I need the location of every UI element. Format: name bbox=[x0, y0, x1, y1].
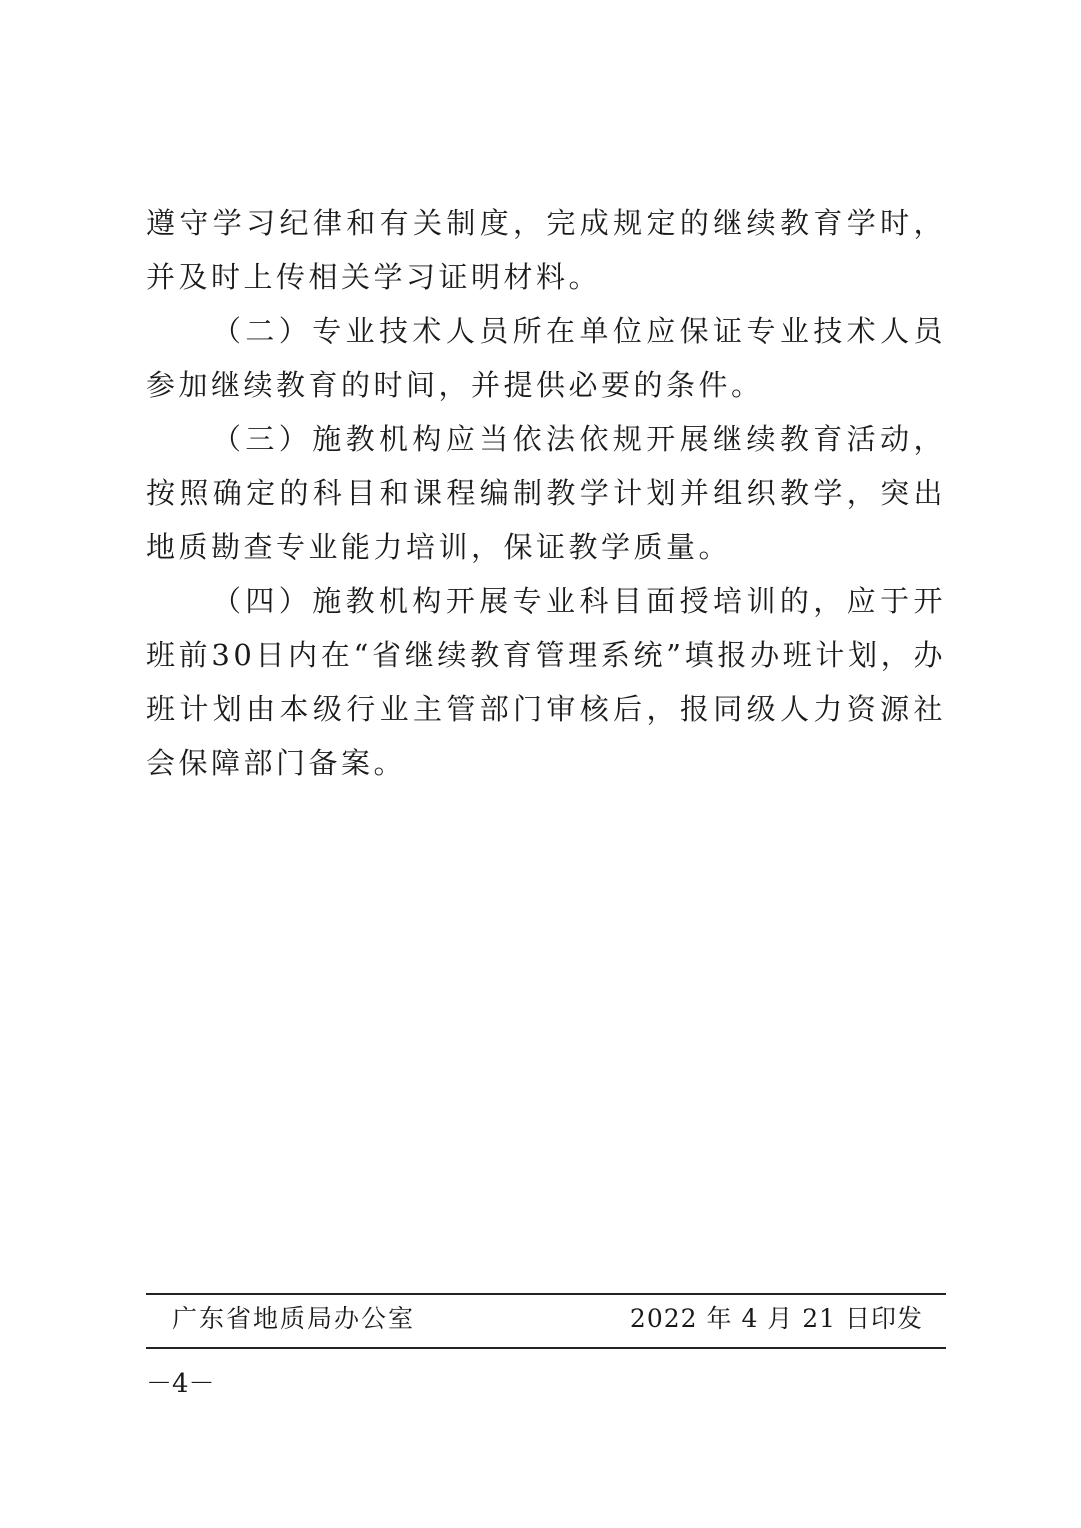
paragraph-continuation: 遵守学习纪律和有关制度，完成规定的继续教育学时，并及时上传相关学习证明材料。 bbox=[146, 206, 946, 294]
body-text bbox=[146, 196, 946, 790]
footer-rule-bottom bbox=[146, 1347, 946, 1349]
footer-rule-top bbox=[146, 1293, 946, 1295]
paragraph-item-2: （二）专业技术人员所在单位应保证专业技术人员参加继续教育的时间，并提供必要的条件。 bbox=[146, 314, 946, 402]
page-number: －4－ bbox=[146, 1369, 215, 1399]
print-date: 2022 年 4 月 21 日印发 bbox=[629, 1304, 923, 1333]
paragraph-item-3: （三）施教机构应当依法依规开展继续教育活动，按照确定的科目和课程编制教学计划并组织教学，突出地质勘查专业能力培训，保证教学质量。 bbox=[146, 422, 946, 564]
paragraph-item-4: （四）施教机构开展专业科目面授培训的，应于开班前30日内在“省继续教育管理系统”填报办班计划，办班计划由本级行业主管部门审核后，报同级人力资源社会保障部门备案。 bbox=[146, 584, 946, 780]
issuer: 广东省地质局办公室 bbox=[172, 1304, 416, 1333]
